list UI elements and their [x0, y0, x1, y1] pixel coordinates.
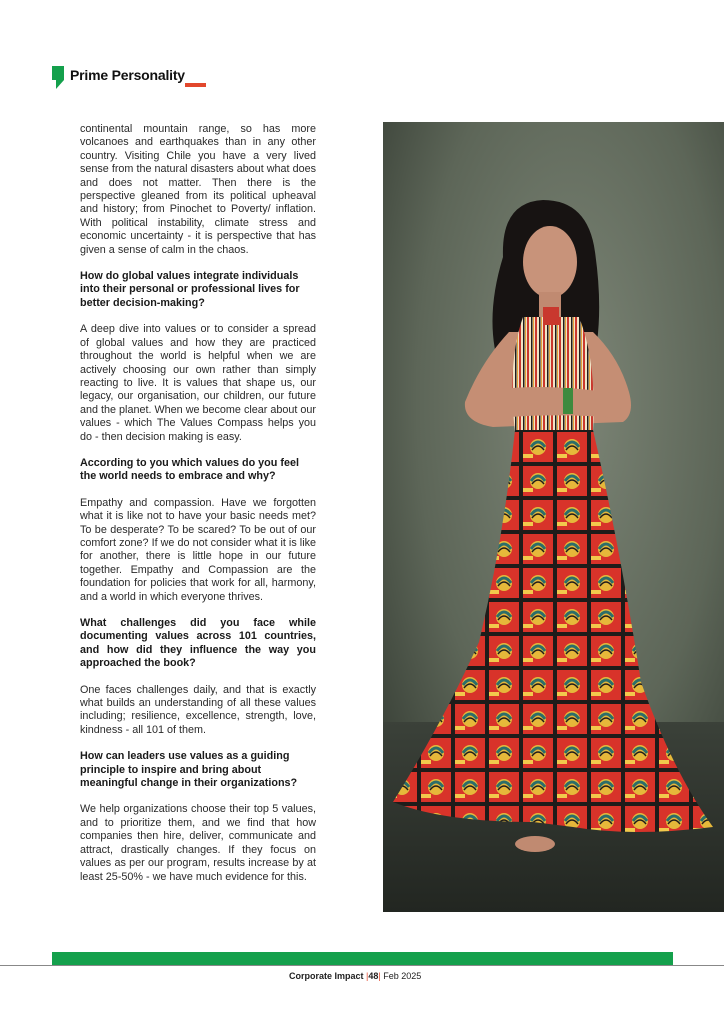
section-accent-bar — [185, 83, 206, 87]
footer-separator: | — [366, 971, 369, 981]
page-number: 48 — [368, 971, 379, 981]
article-paragraph: One faces challenges daily, and that is exactly what builds an understanding of all these values including; resilience, excellence, strength, love, kindness - all 101 of them. — [80, 683, 316, 736]
footer-accent-bar — [52, 952, 673, 965]
portrait-illustration — [383, 122, 724, 912]
article-paragraph: A deep dive into values or to consider a spread of global values and how they are practiced throughout the world is helpful when we are actively choosing our own rather than simply reacting to live. It is values that shape us, our legacy, our organisation, our children, our future and the planet. When we become clear about our values - which The Values Compass helps you do - then decision making is easy. — [80, 323, 316, 443]
section-title: Prime Personality — [70, 67, 185, 83]
page-footer — [289, 971, 421, 981]
article-paragraph: continental mountain range, so has more volcanoes and earthquakes than in any other country. Visiting Chile you have a very lived sense from the natural disasters about what does and does not matter. Then there is the perspective gleaned from its political upheaval and history; from Pinochet to Poverty/ inflation. With political instability, climate stress and economic uncertainty - it is perspective that has given a sense of calm in the chaos. — [80, 123, 316, 256]
article-body — [80, 123, 316, 897]
article-paragraph: Empathy and compassion. Have we forgotten what it is like not to have your basic needs met? To be desperate? To be scared? To be out of our comfort zone? If we do not consider what it is like for another, there is little hope in our future together. Empathy and Compassion are the foundation for policies that work for all, harmony, and a world in which everyone thrives. — [80, 496, 316, 603]
interview-question: How can leaders use values as a guiding principle to inspire and bring about meaningful change in their organizations? — [80, 750, 298, 790]
footer-separator: | — [378, 971, 381, 981]
publication-name: Corporate Impact — [289, 971, 364, 981]
footer-divider — [0, 965, 724, 966]
portrait-photo — [383, 122, 724, 912]
quote-mark-icon — [52, 66, 64, 90]
interview-question: What challenges did you face while documenting values across 101 countries, and how did they influence the way you approached the book? — [80, 617, 316, 670]
issue-date: Feb 2025 — [383, 971, 422, 981]
interview-question: How do global values integrate individuals into their personal or professional lives for better decision-making? — [80, 270, 300, 309]
article-paragraph: We help organizations choose their top 5 values, and to prioritize them, and we find that how companies then hire, deliver, communicate and attract, drastically changes. If they focus on values as per our program, results increase by at least 25-50% - we have much evidence for this. — [80, 803, 316, 883]
interview-question: According to you which values do you feel the world needs to embrace and why? — [80, 456, 299, 483]
